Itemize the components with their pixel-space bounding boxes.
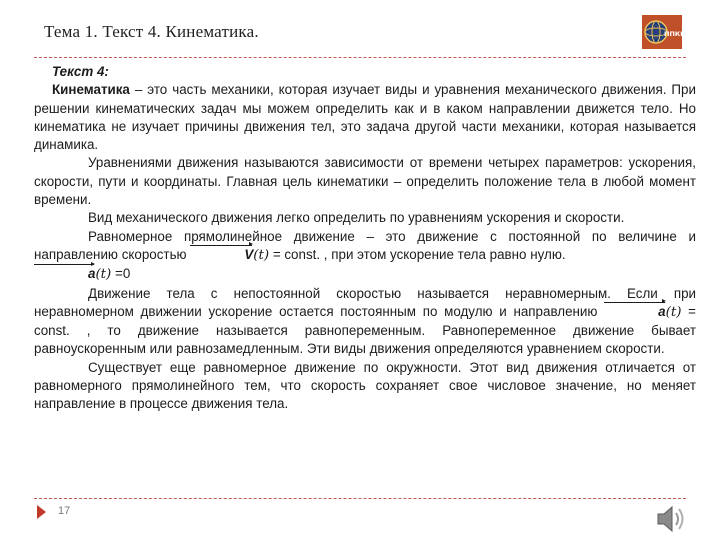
paragraph-2: Уравнениями движения называются зависимости от времени четырех параметров: ускорения, скорости, пути и координаты. Главная цель кинематики – определить положение тела в любой момент времени.	[34, 155, 696, 208]
speaker-icon[interactable]	[654, 502, 690, 541]
footer-divider	[34, 498, 686, 499]
paragraph-1-text: – это часть механики, которая изучает виды и уравнения механического движения. При решении кинематических задач мы можем определить как и в каком направлении движется тело. Но кинематика не изучает причины движения тел, это задача другой части механики, которая называется динамика.	[34, 82, 696, 153]
logo	[642, 15, 693, 49]
term-kinematics: Кинематика	[52, 82, 130, 98]
speaker-graphic	[654, 502, 690, 536]
acceleration-argument: (t)	[95, 267, 112, 283]
velocity-argument: (t)	[253, 247, 270, 263]
paragraph-3: Вид механического движения легко определить по уравнениям ускорения и скорости.	[88, 210, 625, 226]
paragraph-5-text-b: = const. , то движение называется равнопеременным. Равнопеременное движение бывает равноускоренным или равнозамедленным. Эти виды движения определяются уравнением скорости.	[34, 303, 696, 357]
text-body	[34, 63, 696, 414]
acceleration-vector-symbol: a	[34, 265, 95, 283]
play-arrow-icon	[37, 505, 46, 519]
slide-title: Тема 1. Текст 4. Кинематика.	[44, 22, 259, 41]
logo-text: ППКМЦ	[664, 30, 693, 38]
header-divider	[34, 57, 686, 58]
page-number: 17	[58, 505, 71, 517]
paragraph-5	[34, 285, 696, 359]
logo-emblem-icon	[642, 15, 693, 49]
acceleration-vector-symbol-2: a	[604, 303, 665, 321]
paragraph-1	[34, 81, 696, 154]
text-heading: Текст 4:	[52, 64, 109, 79]
paragraph-4-text-b: = const. , при этом ускорение тела равно нулю.	[269, 246, 566, 262]
velocity-vector-symbol: V	[190, 246, 253, 264]
paragraph-4	[34, 228, 696, 285]
paragraph-5-text-a: Движение тела с непостоянной скоростью называется неравномерным. Если при неравномерном движении ускорение остается постоянным по модулю и направлению	[34, 285, 696, 319]
acceleration-argument-2: (t)	[665, 304, 682, 320]
paragraph-6: Существует еще равномерное движение по окружности. Этот вид движения отличается от равномерного прямолинейного тем, что скорость сохраняет свое числовое значение, но меняет направление в процессе движения тела.	[34, 359, 696, 412]
paragraph-4-text-c: =0	[111, 266, 131, 282]
paragraph-4-text-a: Равномерное прямолинейное движение – это движение с постоянной по величине и направлению скоростью	[34, 228, 696, 262]
